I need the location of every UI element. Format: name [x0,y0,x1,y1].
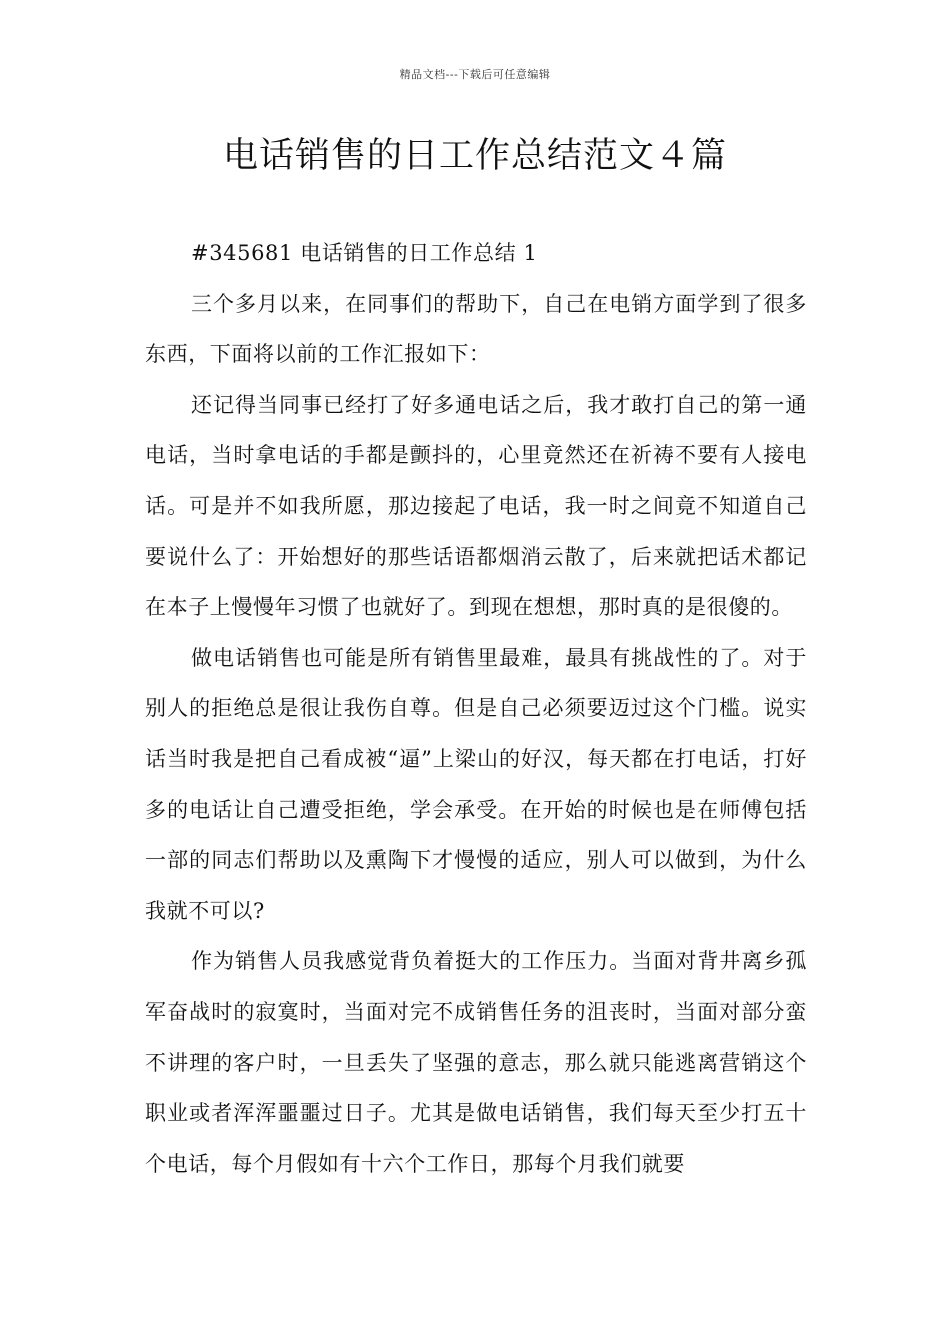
paragraph-3: 做电话销售也可能是所有销售里最难，最具有挑战性的了。对于别人的拒绝总是很让我伤自尊。但是自己必须要迈过这个门槛。说实话当时我是把自己看成被“逼”上梁山的好汉，每天都在打电话，打好多的电话让自己遭受拒绝，学会承受。在开始的时候也是在师傅包括一部的同志们帮助以及熏陶下才慢慢的适应，别人可以做到，为什么我就不可以? [145,645,807,923]
paragraph-2: 还记得当同事已经打了好多通电话之后，我才敢打自己的第一通电话，当时拿电话的手都是颤抖的，心里竟然还在祈祷不要有人接电话。可是并不如我所愿，那边接起了电话，我一时之间竟不知道自己要说什么了：开始想好的那些话语都烟消云散了，后来就把话术都记在本子上慢慢年习惯了也就好了。到现在想想，那时真的是很傻的。 [145,392,807,620]
paragraph-1: 三个多月以来，在同事们的帮助下，自己在电销方面学到了很多东西，下面将以前的工作汇报如下： [145,291,807,367]
paragraph-4: 作为销售人员我感觉背负着挺大的工作压力。当面对背井离乡孤军奋战时的寂寞时，当面对完不成销售任务的沮丧时，当面对部分蛮不讲理的客户时，一旦丢失了坚强的意志，那么就只能逃离营销这个职业或者浑浑噩噩过日子。尤其是做电话销售，我们每天至少打五十个电话，每个月假如有十六个工作日，那每个月我们就要 [145,949,807,1176]
header-note: 精品文档---下载后可任意编辑 [399,68,551,81]
document-title: 电话销售的日工作总结范文４篇 [222,136,727,176]
section-heading: #345681 电话销售的日工作总结 1 [191,241,538,265]
document-body [145,228,807,1189]
